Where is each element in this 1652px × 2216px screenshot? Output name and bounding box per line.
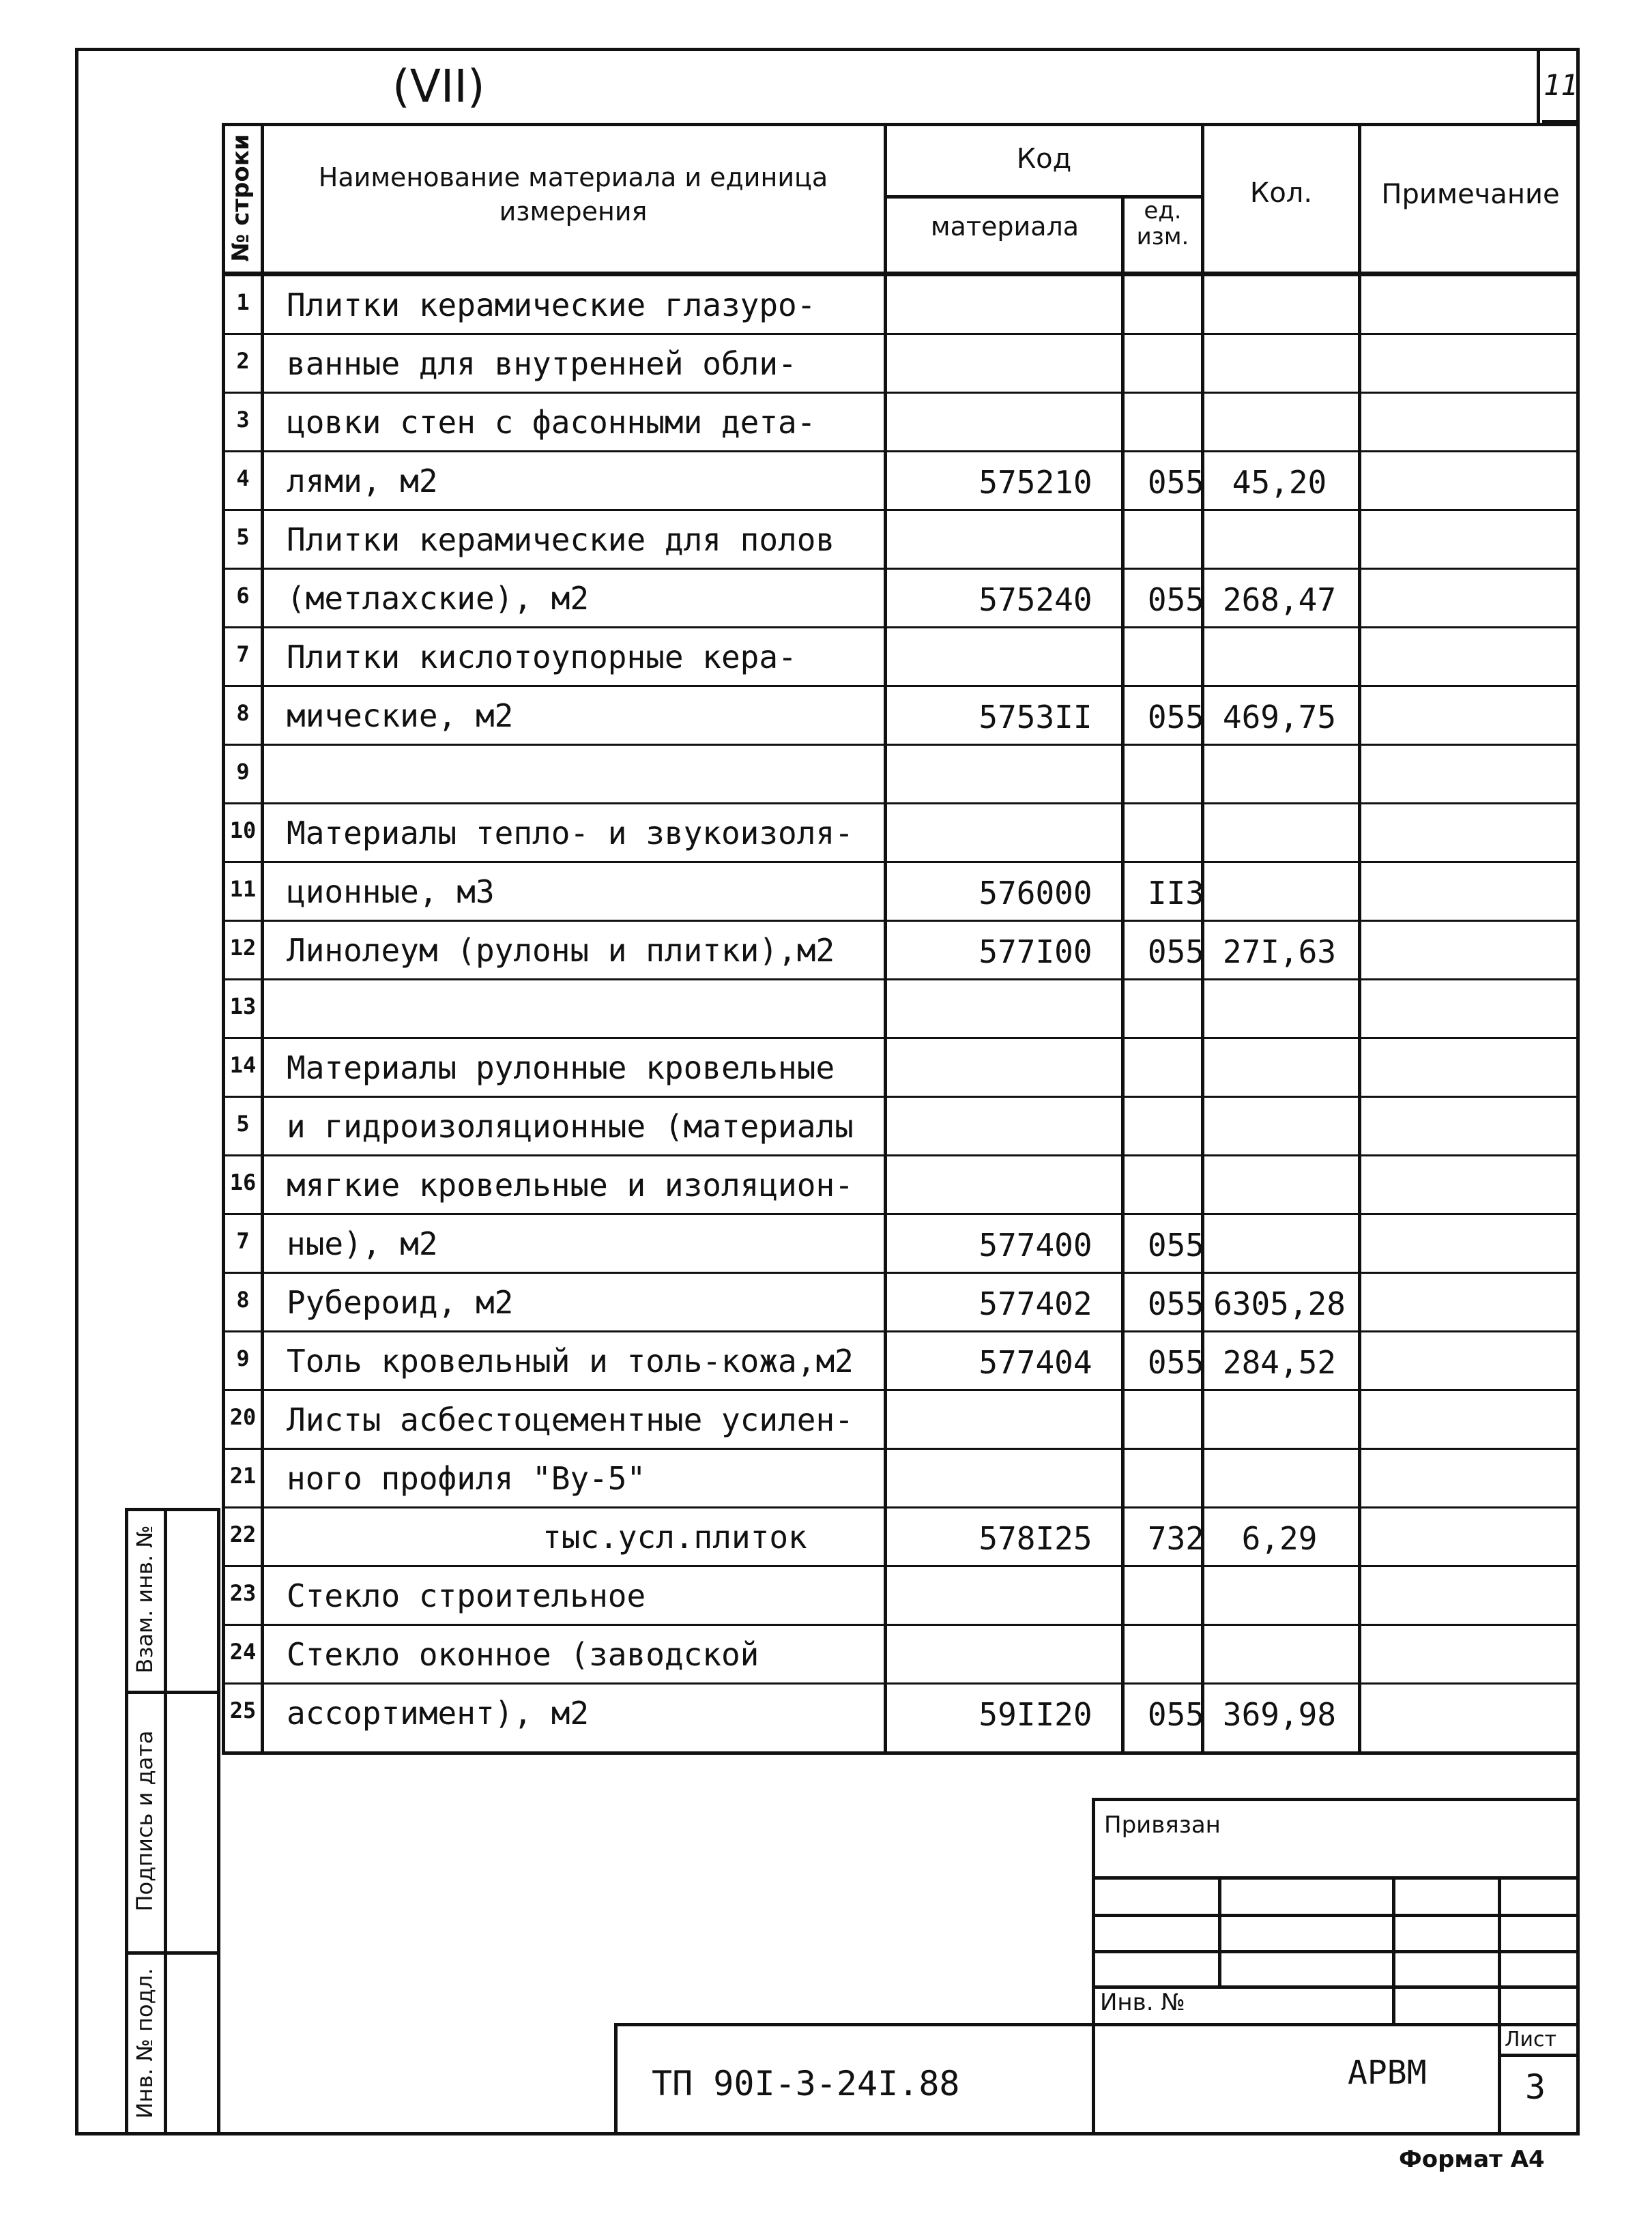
col-header-code-unit: ед. изм.: [1136, 197, 1189, 250]
row-qty: 268,47: [1222, 581, 1337, 618]
row-name: Материалы рулонные кровельные: [287, 1049, 835, 1086]
row-rule: [222, 1330, 1580, 1332]
row-name: Листы асбестоцементные усилен-: [287, 1401, 854, 1438]
row-number: 1: [236, 289, 250, 315]
table-row: [222, 1684, 1580, 1743]
table-row: [222, 980, 1580, 1038]
side-label-vzam: Взам. инв. №: [131, 1525, 158, 1674]
row-number: 7: [236, 641, 250, 667]
row-qty: 27I,63: [1222, 933, 1337, 970]
row-qty: 45,20: [1232, 464, 1327, 501]
row-rule: [222, 978, 1580, 980]
row-name: Стекло строительное: [287, 1577, 646, 1614]
row-rule: [222, 861, 1580, 863]
table-row: [222, 569, 1580, 628]
title-block-rule: [1092, 1950, 1580, 1953]
row-rule: [222, 1565, 1580, 1567]
row-name: Рубероид, м2: [287, 1284, 514, 1321]
table-row: [222, 921, 1580, 980]
row-name: лями, м2: [287, 463, 438, 499]
row-number: 6: [236, 583, 250, 609]
row-code: 578I25: [979, 1520, 1092, 1557]
row-rule: [222, 685, 1580, 687]
row-rule: [222, 333, 1580, 335]
row-name: Плитки керамические для полов: [287, 521, 835, 558]
col-header-quantity: Кол.: [1249, 177, 1313, 209]
table-row: [222, 334, 1580, 393]
row-rule: [222, 1624, 1580, 1626]
row-name: ванные для внутренней обли-: [287, 345, 797, 382]
table-row: [222, 1508, 1580, 1566]
doc-code: ТП 90I-3-24I.88: [652, 2064, 960, 2103]
row-rule: [222, 1154, 1580, 1156]
row-rule: [222, 802, 1580, 804]
list-number: 3: [1525, 2067, 1546, 2107]
row-code: 577I00: [979, 933, 1092, 970]
table-row: [222, 1214, 1580, 1273]
row-code: 576000: [979, 875, 1092, 912]
table-row: [222, 1156, 1580, 1214]
row-number: 5: [236, 524, 250, 550]
table-row: [222, 1390, 1580, 1449]
row-number: 12: [229, 935, 257, 961]
row-name: ного профиля "Ву-5": [287, 1460, 646, 1497]
row-rule: [222, 1213, 1580, 1215]
row-number: 24: [229, 1639, 257, 1665]
row-qty: 6,29: [1241, 1520, 1318, 1557]
row-unit: II3: [1147, 875, 1204, 912]
row-rule: [222, 509, 1580, 511]
row-rule: [222, 1448, 1580, 1450]
row-unit: 055: [1147, 1227, 1204, 1264]
col-header-code: Код: [1016, 143, 1072, 175]
row-rule: [222, 1389, 1580, 1391]
table-row: [222, 1566, 1580, 1625]
row-number: 22: [229, 1521, 257, 1547]
row-code: 59II20: [979, 1696, 1092, 1733]
table-row: [222, 276, 1580, 334]
row-name: ционные, м3: [287, 873, 495, 910]
row-rule: [222, 568, 1580, 570]
col-header-code-material: материала: [930, 212, 1079, 242]
row-qty: 469,75: [1222, 699, 1337, 735]
row-number: 9: [236, 759, 250, 785]
row-number: 14: [229, 1052, 257, 1078]
row-number: 9: [236, 1345, 250, 1371]
table-row: [222, 686, 1580, 745]
table-row: [222, 1038, 1580, 1097]
table-row: [222, 510, 1580, 569]
row-unit: 055: [1147, 933, 1204, 970]
row-qty: 284,52: [1222, 1344, 1337, 1381]
table-row: [222, 1097, 1580, 1156]
title-block-col: [1218, 1876, 1221, 1985]
row-unit: 055: [1147, 1344, 1204, 1381]
table-row: [222, 452, 1580, 510]
row-number: 21: [229, 1463, 257, 1489]
table-row: [222, 745, 1580, 804]
row-number: 8: [236, 1287, 250, 1313]
col-header-note: Примечание: [1381, 179, 1560, 210]
row-number: 8: [236, 700, 250, 726]
row-number: 3: [236, 407, 250, 433]
row-number: 13: [229, 993, 257, 1019]
row-rule: [222, 1037, 1580, 1039]
row-name: мические, м2: [287, 697, 514, 734]
row-qty: 6305,28: [1213, 1285, 1346, 1322]
title-block-rule: [1092, 1876, 1580, 1880]
row-code: 577400: [979, 1227, 1092, 1264]
page-number: 11: [1544, 68, 1578, 102]
row-rule: [222, 1096, 1580, 1098]
table-row: [222, 804, 1580, 862]
row-unit: 055: [1147, 1696, 1204, 1733]
row-number: 10: [229, 817, 257, 843]
format-label: Формат А4: [1399, 2146, 1545, 2173]
doc-mark: АРВМ: [1348, 2054, 1427, 2092]
row-unit: 055: [1147, 464, 1204, 501]
row-unit: 732: [1147, 1520, 1204, 1557]
row-unit: 055: [1147, 1285, 1204, 1322]
row-number: 23: [229, 1580, 257, 1606]
row-number: 11: [229, 876, 257, 902]
row-name: ные), м2: [287, 1225, 438, 1262]
col-header-row-number: № строки: [227, 134, 255, 262]
row-qty: 369,98: [1222, 1696, 1337, 1733]
row-code: 575210: [979, 464, 1092, 501]
list-label: Лист: [1505, 2028, 1557, 2052]
row-name: и гидроизоляционные (материалы: [287, 1108, 854, 1145]
row-name: тыс.усл.плиток: [542, 1519, 807, 1556]
row-name: Плитки керамические глазуро-: [287, 287, 816, 323]
col-header-name: Наименование материала и единица измерения: [318, 162, 828, 227]
row-name: цовки стен с фасонными дета-: [287, 404, 816, 441]
table-row: [222, 1273, 1580, 1332]
side-label-inv-podl: Инв. № подл.: [131, 1968, 158, 2119]
row-number: 16: [229, 1169, 257, 1195]
side-label-podpis: Подпись и дата: [131, 1730, 158, 1912]
row-number: 7: [236, 1228, 250, 1254]
title-block-rule: [1092, 1914, 1580, 1917]
row-name: Линолеум (рулоны и плитки),м2: [287, 932, 835, 969]
table-row: [222, 393, 1580, 452]
row-name: Толь кровельный и толь-кожа,м2: [287, 1343, 854, 1380]
list-label-rule: [1498, 2054, 1580, 2057]
page-number-divider: [1537, 48, 1540, 123]
row-unit: 055: [1147, 699, 1204, 735]
row-name: ассортимент), м2: [287, 1695, 590, 1732]
row-code: 577404: [979, 1344, 1092, 1381]
row-code: 577402: [979, 1285, 1092, 1322]
table-row: [222, 862, 1580, 921]
row-rule: [222, 392, 1580, 394]
side-stamp-divider: [164, 1508, 167, 2135]
title-block-col: [1392, 1876, 1395, 2026]
table-row: [222, 628, 1580, 686]
row-rule: [222, 744, 1580, 746]
row-name: Плитки кислотоупорные кера-: [287, 639, 797, 675]
row-rule: [222, 626, 1580, 628]
row-number: 2: [236, 348, 250, 374]
row-rule: [222, 1272, 1580, 1274]
row-rule: [222, 1506, 1580, 1508]
table-row: [222, 1449, 1580, 1508]
row-name: Материалы тепло- и звукоизоля-: [287, 815, 854, 851]
row-number: 20: [229, 1404, 257, 1430]
row-number: 5: [236, 1111, 250, 1137]
table-row: [222, 1625, 1580, 1684]
row-unit: 055: [1147, 581, 1204, 618]
row-rule: [222, 450, 1580, 452]
row-number: 25: [229, 1697, 257, 1723]
row-name: Стекло оконное (заводской: [287, 1636, 759, 1673]
row-code: 5753II: [979, 699, 1092, 735]
row-name: мягкие кровельные и изоляцион-: [287, 1167, 854, 1204]
inv-no-label: Инв. №: [1100, 1989, 1185, 2016]
sheet-mark: (VII): [392, 60, 485, 113]
privyazan-label: Привязан: [1104, 1811, 1221, 1839]
row-name: (метлахские), м2: [287, 580, 590, 617]
table-row: [222, 1332, 1580, 1390]
row-code: 575240: [979, 581, 1092, 618]
row-number: 4: [236, 465, 250, 491]
row-rule: [222, 920, 1580, 922]
row-rule: [222, 1682, 1580, 1685]
